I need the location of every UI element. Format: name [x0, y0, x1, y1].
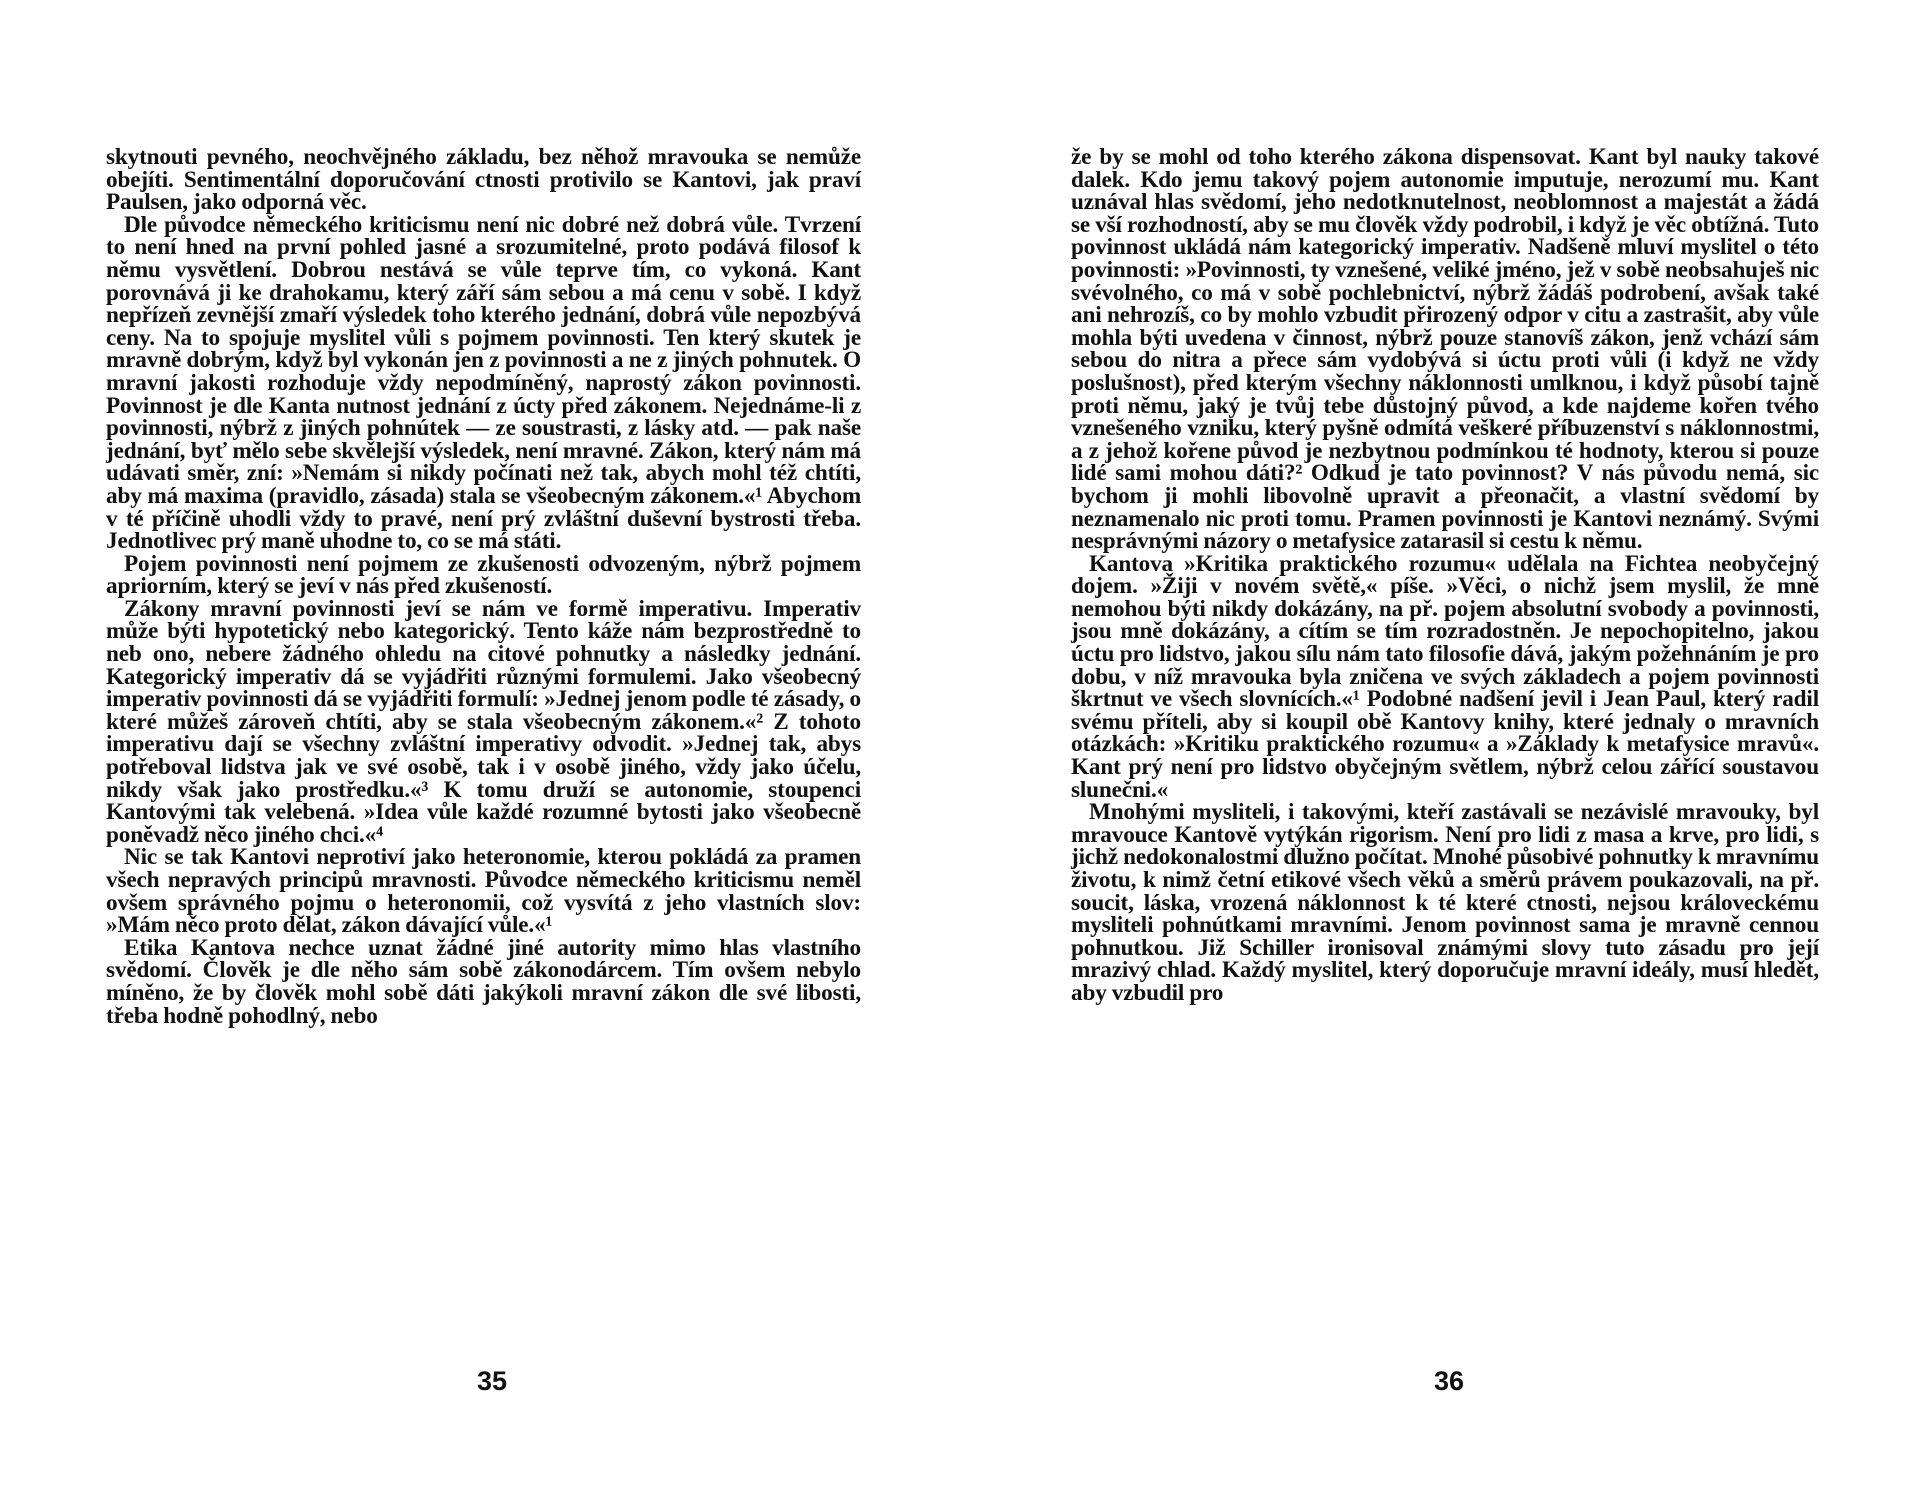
paragraph: Nic se tak Kantovi neprotiví jako heteronomie, kterou pokládá za pramen všech nepravých principů mravnosti. Původce německého kriticismu neměl ovšem správného pojmu o heteronomii, což vysvítá z jeho vlastních slov: »Mám něco proto dělat, zákon dávající vůle.«¹	[106, 844, 861, 939]
page-number: 36	[1433, 1366, 1465, 1396]
paragraph: Kantova »Kritika praktického rozumu« udělala na Fichtea neobyčejný dojem. »Žiji v novém světě,« píše. »Věci, o nichž jsem myslil, že mně nemohou býti nikdy dokázány, na př. pojem absolutní svobody a povinnosti, jsou mně dokázány, a cítím se tím rozradostněn. Je nepochopitelno, jakou úctu pro lidstvo, jakou sílu nám tato filosofie dává, jakým požehnáním je pro dobu, v níž mravouka byla zničena ve svých základech a pojem povinnosti škrtnut ve všech slovnících.«¹ Podobné nadšení jevil i Jean Paul, který radil svému příteli, aby si koupil obě Kantovy knihy, které jednaly o mravních otázkách: »Kritiku praktického rozumu« a »Základy k metafysice mravů«. Kant prý není pro lidstvo obyčejným světlem, nýbrž celou zářící soustavou slunečni.«	[1071, 550, 1819, 803]
paragraph: Etika Kantova nechce uznat žádné jiné autority mimo hlas vlastního svědomí. Člověk je dle něho sám sobě zákonodárcem. Tím ovšem nebylo míněno, že by člověk mohl sobě dáti jakýkoli mravní zákon dle své libosti, třeba hodně pohodlný, nebo	[106, 934, 861, 1029]
right-page	[961, 0, 1922, 1500]
paragraph: že by se mohl od toho kterého zákona dispensovat. Kant byl nauky takové dalek. Kdo jemu takový pojem autonomie imputuje, nerozumí mu. Kant uznával hlas svědomí, jeho nedotknutelnost, neoblomnost a majestát a žádá se vší rozhodností, aby se mu člověk vždy podrobil, i když je věc obtížná. Tuto povinnost ukládá nám kategorický imperativ. Nadšeně mluví myslitel o této povinnosti: »Povinnosti, ty vznešené, veliké jméno, jež v sobě neobsahuješ nic svévolného, co má v sobě pochlebnictví, nýbrž žádáš podrobení, avšak také ani nehrozíš, co by mohlo vzbudit přirozený odpor v citu a zastrašit, aby vůle mohla býti uvedena v činnost, nýbrž pouze stanovíš zákon, jenž vchází sám sebou do nitra a přece sám vydobývá si úctu proti vůli (i když ne vždy poslušnost), před kterým všechny náklonnosti umlknou, i když působí tajně proti němu, jaký je tvůj tebe důstojný původ, a kde najdeme kořen tvého vznešeného vzniku, který pyšně odmítá veškeré příbuzenství s náklonnostmi, a z jehož kořene původ je nezbytnou podmínkou té hodnoty, kterou si pouze lidé sami mohou dáti?² Odkud je tato povinnost? V nás původu nemá, sic bychom ji mohli libovolně upravit a přeonačit, a vlastní svědomí by neznamenalo nic proti tomu. Pramen povinnosti je Kantovi neznámý. Svými nesprávnými názory o metafysice zatarasil si cestu k němu.	[1071, 144, 1819, 555]
right-page-text	[1071, 146, 1819, 1005]
paragraph: Dle původce německého kriticismu není nic dobré než dobrá vůle. Tvrzení to není hned na první pohled jasné a srozumitelné, proto podává filosof k němu vysvětlení. Dobrou nestává se vůle teprve tím, co vykoná. Kant porovnává ji ke drahokamu, který září sám sebou a má cenu v sobě. I když nepřízeň zevnější zmaří výsledek toho kterého jednání, dobrá vůle nepozbývá ceny. Na to spojuje myslitel vůli s pojmem povinnosti. Ten který skutek je mravně dobrým, když byl vykonán jen z povinnosti a ne z jiných pohnutek. O mravní jakosti rozhoduje vždy nepodmíněný, naprostý zákon povinnosti. Povinnost je dle Kanta nutnost jednání z úcty před zákonem. Nejednáme-li z povinnosti, nýbrž z jiných pohnútek — ze soustrasti, z lásky atd. — pak naše jednání, byť mělo sebe skvělejší výsledek, není mravné. Zákon, který nám má udávati směr, zní: »Nemám si nikdy počínati než tak, abych mohl též chtíti, aby má maxima (pravidlo, zásada) stala se všeobecným zákonem.«¹ Abychom v té příčině uhodli vždy to pravé, není prý zvláštní duševní bystrosti třeba. Jednotlivec prý maně uhodne to, co se má státi.	[106, 211, 861, 555]
paragraph: Pojem povinnosti není pojmem ze zkušenosti odvozeným, nýbrž pojmem apriorním, který se jeví v nás před zkušeností.	[106, 550, 861, 600]
paragraph: skytnouti pevného, neochvějného základu, bez něhož mravouka se nemůže obejíti. Sentimentální doporučování ctnosti protivilo se Kantovi, jak praví Paulsen, jako odporná věc.	[106, 144, 861, 216]
paragraph: Zákony mravní povinnosti jeví se nám ve formě imperativu. Imperativ může býti hypotetický nebo kategorický. Tento káže nám bezprostředně to neb ono, nebere žádného ohledu na citové pohnutky a následky jednání. Kategorický imperativ dá se vyjádřiti různými formulemi. Jako všeobecný imperativ povinnosti dá se vyjádřiti formulí: »Jednej jenom podle té zásady, o které můžeš zároveň chtíti, aby se stala všeobecným zákonem.«² Z tohoto imperativu dají se všechny zvláštní imperativy odvodit. »Jednej tak, abys potřeboval lidstva jak ve své osobě, tak i v osobě jiného, vždy jako účelu, nikdy však jako prostředku.«³ K tomu druží se autonomie, stoupenci Kantovými tak velebená. »Idea vůle každé rozumné bytosti jako všeobecně poněvadž něco jiného chci.«⁴	[106, 595, 861, 848]
left-page-text	[106, 146, 861, 1027]
paragraph: Mnohými mysliteli, i takovými, kteří zastávali se nezávislé mravouky, byl mravouce Kantově vytýkán rigorism. Není pro lidi z masa a krve, pro lidi, s jichž nedokonalostmi dlužno počítat. Mnohé působivé pohnutky k mravnímu životu, k nimž četní etikové všech věků a směrů právem poukazovali, na př. soucit, láska, vrozená náklonnost k té které ctnosti, nejsou královeckému mysliteli pohnútkami mravními. Jenom povinnost sama je mravně cennou pohnutkou. Již Schiller ironisoval známými slovy tuto zásadu pro její mrazivý chlad. Každý myslitel, který doporučuje mravní ideály, musí hledět, aby vzbudil pro	[1071, 799, 1819, 1006]
page-number: 35	[476, 1366, 508, 1396]
